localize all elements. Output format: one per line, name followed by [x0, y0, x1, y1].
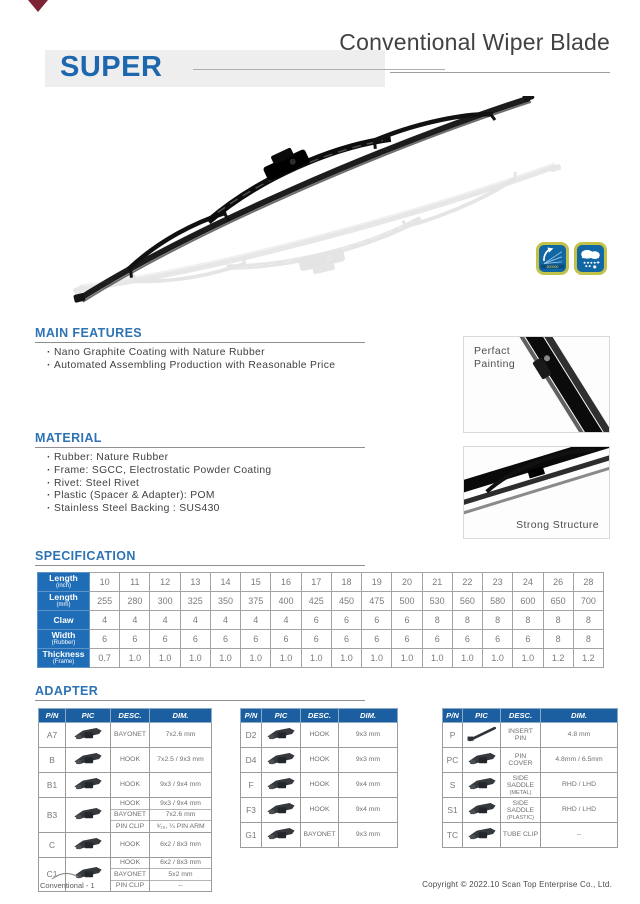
spec-cell: 6 [392, 611, 422, 630]
brand-name: SUPER [60, 51, 163, 83]
spec-cell: 650 [543, 592, 573, 611]
spec-cell: 6 [210, 630, 240, 649]
spec-cell: 6 [483, 630, 513, 649]
spec-cell: 6 [362, 630, 392, 649]
corner-ribbon-icon [0, 0, 60, 14]
adapter-col-header: P/N [241, 709, 262, 723]
adapter-pn: B1 [39, 773, 66, 798]
adapter-desc: SIDE SADDLE (PLASTIC) [501, 798, 541, 823]
spec-cell: 23 [483, 573, 513, 592]
spec-cell: 8 [543, 611, 573, 630]
material-rule [35, 447, 365, 448]
spec-row-label: Length (mm) [38, 592, 90, 611]
bullet-item: · Plastic (Spacer & Adapter): POM [47, 490, 272, 503]
spec-cell: 1.0 [150, 649, 180, 668]
spec-cell: 6 [180, 630, 210, 649]
adapter-col-header: DESC. [111, 709, 150, 723]
adapter-row-b3 [39, 798, 212, 833]
spec-cell: 6 [271, 630, 301, 649]
adapter-col-header: DIM. [339, 709, 398, 723]
a7-pic-icon [71, 725, 105, 743]
painting-caption: Perfact Painting [474, 345, 516, 370]
spec-cell: 6 [513, 630, 543, 649]
spec-cell: 15 [241, 573, 271, 592]
spec-row [38, 630, 604, 649]
spec-cell: 6 [452, 630, 482, 649]
adapter-pic-cell [463, 723, 501, 748]
adapter-pic-cell [463, 798, 501, 823]
adapter-dim: 6x2 / 8x3 mm [150, 832, 212, 857]
adapter-row-tc [443, 823, 618, 848]
spec-cell: 8 [573, 630, 603, 649]
spec-row [38, 592, 604, 611]
adapter-pn: PC [443, 748, 463, 773]
footer-page-label: Conventional - 1 [40, 881, 95, 890]
adapter-header-row [39, 709, 212, 723]
spec-cell: 18 [331, 573, 361, 592]
spec-cell: 14 [210, 573, 240, 592]
spec-cell: 17 [301, 573, 331, 592]
spec-cell: 24 [513, 573, 543, 592]
spec-row-label: Width (Rubber) [38, 630, 90, 649]
adapter-header-row [443, 709, 618, 723]
spec-cell: 1.0 [271, 649, 301, 668]
adapter-dim: 9x3 mm [339, 723, 398, 748]
adapter-col-header: P/N [39, 709, 66, 723]
spec-cell: 4 [210, 611, 240, 630]
spec-cell: 1.0 [180, 649, 210, 668]
adapter-pn: D2 [241, 723, 262, 748]
bullet-item: · Stainless Steel Backing : SUS430 [47, 503, 272, 516]
painting-photo-box [463, 336, 610, 433]
spec-cell: 28 [573, 573, 603, 592]
adapter-col-header: P/N [443, 709, 463, 723]
adapter-dim: 7x2.5 / 9x3 mm [150, 748, 212, 773]
adapter-table-1 [38, 708, 212, 892]
main-features-rule [35, 342, 365, 343]
b-pic-icon [71, 750, 105, 768]
s1-pic-icon [465, 800, 499, 818]
adapter-desc: TUBE CLIP [501, 823, 541, 848]
adapter-dim: RHD / LHD [541, 798, 618, 823]
adapter-row-s1 [443, 798, 618, 823]
adapter-pn: S1 [443, 798, 463, 823]
spec-cell: 4 [241, 611, 271, 630]
f3-pic-icon [264, 800, 298, 818]
spec-cell: 1.0 [452, 649, 482, 668]
bullet-item: · Nano Graphite Coating with Nature Rubber [47, 347, 335, 360]
spec-table-body [38, 573, 604, 668]
adapter-pic-cell [66, 723, 111, 748]
spec-cell: 1.0 [331, 649, 361, 668]
footer-logo-icon [50, 872, 80, 881]
spec-cell: 1.0 [422, 649, 452, 668]
p-pic-icon [465, 725, 499, 743]
spec-cell: 450 [331, 592, 361, 611]
spec-cell: 425 [301, 592, 331, 611]
adapter-pn: D4 [241, 748, 262, 773]
spec-cell: 475 [362, 592, 392, 611]
spec-cell: 8 [573, 611, 603, 630]
spec-cell: 4 [271, 611, 301, 630]
spec-cell: 580 [483, 592, 513, 611]
adapter-pn: A7 [39, 723, 66, 748]
spec-cell: 4 [90, 611, 120, 630]
f-pic-icon [264, 775, 298, 793]
spec-cell: 20 [392, 573, 422, 592]
bullet-item: · Rubber: Nature Rubber [47, 452, 272, 465]
spec-cell: 280 [120, 592, 150, 611]
spec-cell: 1.0 [362, 649, 392, 668]
spec-cell: 8 [543, 630, 573, 649]
adapter-col-header: PIC [66, 709, 111, 723]
spec-cell: 8 [483, 611, 513, 630]
adapter-pn: F3 [241, 798, 262, 823]
spec-cell: 1.0 [210, 649, 240, 668]
adapter-rule [35, 700, 365, 701]
adapter-pic-cell [262, 798, 301, 823]
d2-pic-icon [264, 725, 298, 743]
tc-pic-icon [465, 825, 499, 843]
spec-cell: 6 [331, 611, 361, 630]
adapter-row-b1 [39, 773, 212, 798]
spec-row [38, 611, 604, 630]
structure-photo-box [463, 446, 610, 539]
spec-cell: 700 [573, 592, 603, 611]
spec-cell: 26 [543, 573, 573, 592]
spec-cell: 600 [513, 592, 543, 611]
b3-pic-icon [71, 805, 105, 823]
wipe-cycle-count: 500000 [546, 264, 559, 269]
adapter-dim: 9x3 mm [339, 823, 398, 848]
spec-cell: 19 [362, 573, 392, 592]
adapter-pic-cell [66, 832, 111, 857]
title-underline [390, 72, 610, 73]
adapter-table-2 [240, 708, 398, 848]
spec-cell: 1.0 [241, 649, 271, 668]
adapter-dim: RHD / LHD [541, 773, 618, 798]
adapter-pn: C [39, 832, 66, 857]
spec-cell: 4 [120, 611, 150, 630]
adapter-dim: 4.8mm / 6.5mm [541, 748, 618, 773]
spec-cell: 6 [331, 630, 361, 649]
brand-underline [193, 69, 445, 70]
g1-pic-icon [264, 825, 298, 843]
spec-cell: 8 [422, 611, 452, 630]
spec-cell: 6 [301, 630, 331, 649]
spec-cell: 10 [90, 573, 120, 592]
adapter-desc: BAYONET [111, 723, 150, 748]
adapter-dim: -- [541, 823, 618, 848]
adapter-row-d2 [241, 723, 398, 748]
section-title-main-features: MAIN FEATURES [35, 326, 143, 340]
adapter-pn: F [241, 773, 262, 798]
adapter-pn: P [443, 723, 463, 748]
spec-cell: 16 [271, 573, 301, 592]
wipe-cycle-icon [539, 245, 566, 272]
adapter-header-row [241, 709, 398, 723]
spec-cell: 1.2 [543, 649, 573, 668]
adapter-pn: TC [443, 823, 463, 848]
spec-cell: 350 [210, 592, 240, 611]
spec-cell: 6 [422, 630, 452, 649]
adapter-col-header: PIC [463, 709, 501, 723]
spec-row-label: Claw [38, 611, 90, 630]
wipe-cycle-badge [536, 242, 569, 275]
adapter-desc: HOOK [111, 748, 150, 773]
spec-cell: 0.7 [90, 649, 120, 668]
adapter-pic-cell [262, 773, 301, 798]
spec-cell: 1.2 [573, 649, 603, 668]
adapter-desc: INSERT PIN [501, 723, 541, 748]
spec-cell: 325 [180, 592, 210, 611]
spec-cell: 300 [150, 592, 180, 611]
pc-pic-icon [465, 750, 499, 768]
adapter-pic-cell [66, 773, 111, 798]
spec-cell: 6 [120, 630, 150, 649]
adapter-desc: BAYONET [301, 823, 339, 848]
adapter-pn: S [443, 773, 463, 798]
spec-row-label: Length (inch) [38, 573, 90, 592]
adapter-dim: 9x3 / 9x4 mm 7x2.6 mm ⁹⁄₁₆, ¼ PIN ARM [150, 798, 212, 833]
bullet-item: · Automated Assembling Production with Reasonable Price [47, 360, 335, 373]
spec-cell: 1.0 [392, 649, 422, 668]
s-pic-icon [465, 775, 499, 793]
adapter-dim: 9x4 mm [339, 798, 398, 823]
spec-row-label: Thickness (Frame) [38, 649, 90, 668]
adapter-pic-cell [463, 823, 501, 848]
spec-cell: 4 [180, 611, 210, 630]
adapter-desc: HOOK BAYONET PIN CLIP [111, 857, 150, 892]
spec-cell: 6 [150, 630, 180, 649]
adapter-pic-cell [463, 748, 501, 773]
spec-cell: 500 [392, 592, 422, 611]
spec-cell: 21 [422, 573, 452, 592]
adapter-row-s [443, 773, 618, 798]
adapter-pic-cell [66, 798, 111, 833]
adapter-row-b [39, 748, 212, 773]
adapter-pic-cell [262, 748, 301, 773]
main-features-list [47, 347, 335, 373]
adapter-desc: HOOK [301, 723, 339, 748]
adapter-pic-cell [463, 773, 501, 798]
page-title: Conventional Wiper Blade [339, 29, 610, 55]
spec-cell: 6 [90, 630, 120, 649]
adapter-row-pc [443, 748, 618, 773]
adapter-row-d4 [241, 748, 398, 773]
spec-cell: 1.0 [483, 649, 513, 668]
structure-caption: Strong Structure [516, 519, 599, 531]
wiper-blade-image [35, 96, 605, 308]
spec-cell: 530 [422, 592, 452, 611]
adapter-desc: SIDE SADDLE (METAL) [501, 773, 541, 798]
adapter-dim: 4.8 mm [541, 723, 618, 748]
adapter-col-header: DESC. [501, 709, 541, 723]
spec-row [38, 573, 604, 592]
b1-pic-icon [71, 775, 105, 793]
adapter-dim: 9x3 mm [339, 748, 398, 773]
adapter-col-header: DIM. [541, 709, 618, 723]
adapter-row-c [39, 832, 212, 857]
adapter-pn: G1 [241, 823, 262, 848]
adapter-row-g1 [241, 823, 398, 848]
spec-cell: 6 [241, 630, 271, 649]
adapter-desc: HOOK [301, 798, 339, 823]
adapter-pic-cell [262, 823, 301, 848]
adapter-pn: B3 [39, 798, 66, 833]
spec-cell: 22 [452, 573, 482, 592]
adapter-row-a7 [39, 723, 212, 748]
spec-cell: 6 [301, 611, 331, 630]
section-title-adapter: ADAPTER [35, 684, 99, 698]
spec-cell: 1.0 [301, 649, 331, 668]
adapter-desc: HOOK [111, 832, 150, 857]
adapter-desc: HOOK [301, 773, 339, 798]
spec-cell: 375 [241, 592, 271, 611]
spec-cell: 560 [452, 592, 482, 611]
rain-snow-icon [577, 245, 604, 272]
adapter-pn: B [39, 748, 66, 773]
bullet-item: · Rivet: Steel Rivet [47, 478, 272, 491]
adapter-desc: PIN COVER [501, 748, 541, 773]
adapter-col-header: DIM. [150, 709, 212, 723]
adapter-dim: 9x4 mm [339, 773, 398, 798]
adapter-pic-cell [66, 748, 111, 773]
all-weather-badge [574, 242, 607, 275]
spec-cell: 255 [90, 592, 120, 611]
spec-table [37, 572, 604, 668]
adapter-col-header: PIC [262, 709, 301, 723]
adapter-pn: C1 [39, 857, 66, 892]
spec-row [38, 649, 604, 668]
spec-cell: 4 [150, 611, 180, 630]
spec-cell: 8 [452, 611, 482, 630]
adapter-dim: 7x2.6 mm [150, 723, 212, 748]
spec-cell: 6 [362, 611, 392, 630]
bullet-item: · Frame: SGCC, Electrostatic Powder Coating [47, 465, 272, 478]
adapter-desc: HOOK [301, 748, 339, 773]
c-pic-icon [71, 835, 105, 853]
specification-rule [35, 565, 365, 566]
spec-cell: 13 [180, 573, 210, 592]
adapter-dim: 6x2 / 8x3 mm 5x2 mm -- [150, 857, 212, 892]
d4-pic-icon [264, 750, 298, 768]
adapter-row-f3 [241, 798, 398, 823]
adapter-dim: 9x3 / 9x4 mm [150, 773, 212, 798]
adapter-desc: HOOK [111, 773, 150, 798]
footer-copyright: Copyright © 2022.10 Scan Top Enterprise Co., Ltd. [422, 880, 612, 889]
adapter-row-p [443, 723, 618, 748]
adapter-table-3 [442, 708, 618, 848]
section-title-specification: SPECIFICATION [35, 549, 136, 563]
spec-cell: 11 [120, 573, 150, 592]
spec-cell: 400 [271, 592, 301, 611]
section-title-material: MATERIAL [35, 431, 102, 445]
spec-cell: 1.0 [513, 649, 543, 668]
adapter-desc: HOOK BAYONET PIN CLIP [111, 798, 150, 833]
material-list [47, 452, 272, 516]
adapter-row-f [241, 773, 398, 798]
adapter-col-header: DESC. [301, 709, 339, 723]
spec-cell: 1.0 [120, 649, 150, 668]
spec-cell: 12 [150, 573, 180, 592]
adapter-pic-cell [262, 723, 301, 748]
spec-cell: 6 [392, 630, 422, 649]
certification-badges [536, 242, 607, 275]
spec-cell: 8 [513, 611, 543, 630]
